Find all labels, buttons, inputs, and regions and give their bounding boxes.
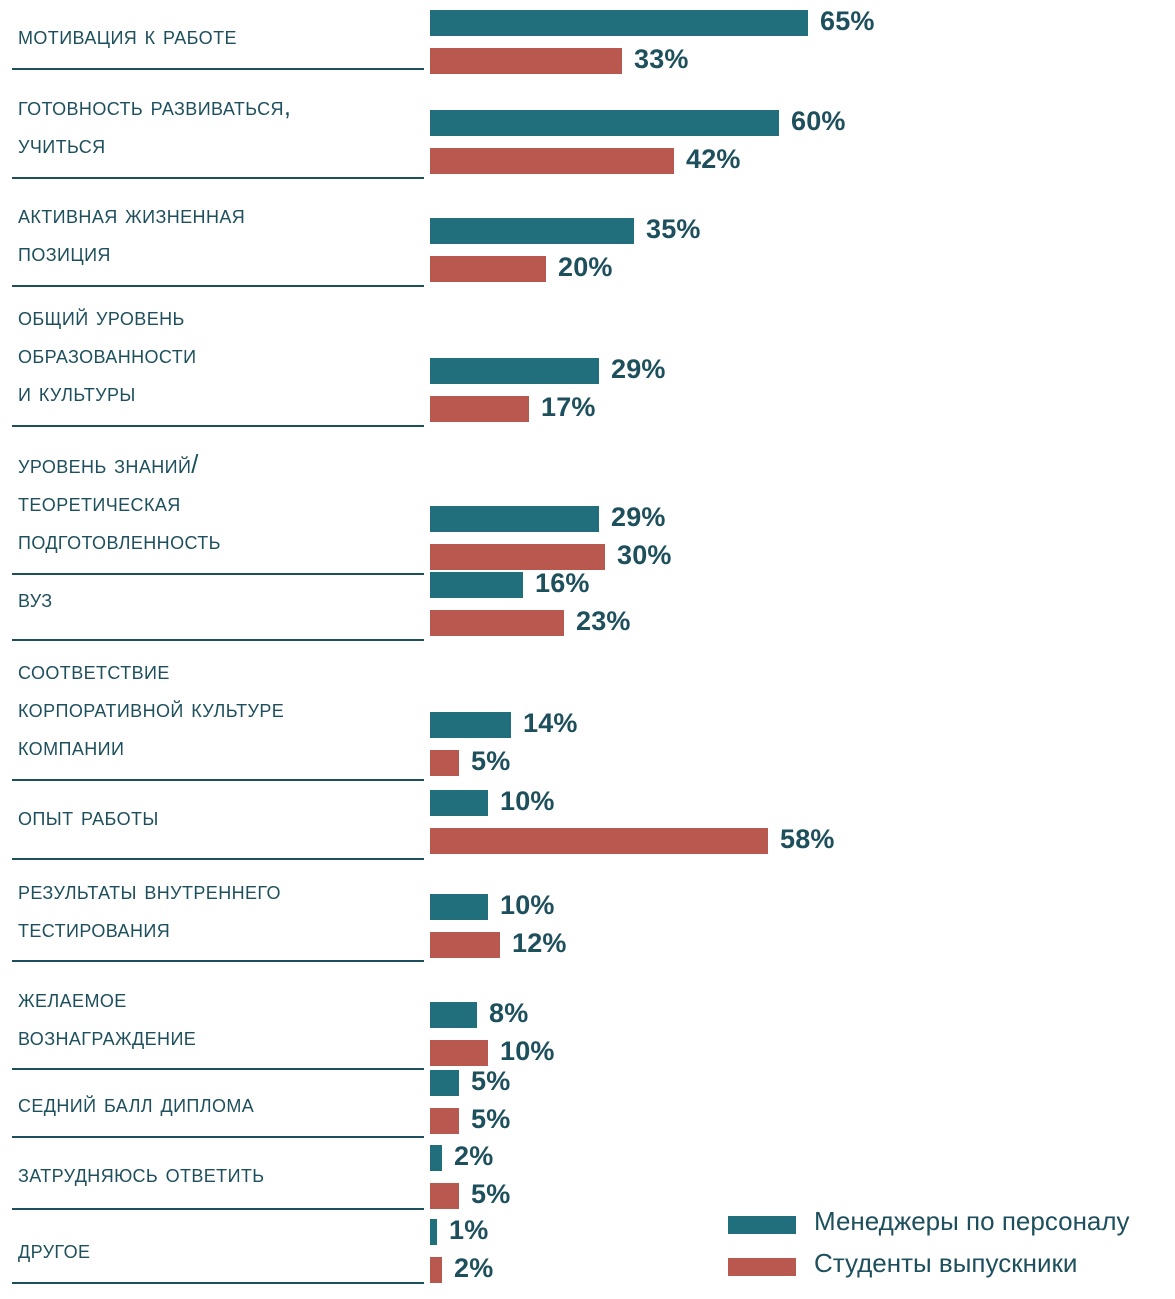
bar-students <box>430 396 529 422</box>
bar-value-hr: 2% <box>454 1141 494 1171</box>
bar-hr <box>430 358 599 384</box>
category-label <box>18 1155 418 1193</box>
bar-hr <box>430 10 808 36</box>
row-divider <box>12 68 424 70</box>
category-label-line: вуз <box>18 585 53 613</box>
row-divider <box>12 1136 424 1138</box>
category-label <box>18 17 418 55</box>
bar-value-hr: 1% <box>449 1215 489 1245</box>
row-divider <box>12 285 424 287</box>
bar-value-hr: 65% <box>820 6 875 36</box>
category-label-line: теоретическая <box>18 489 181 517</box>
bar-students <box>430 932 500 958</box>
bar-value-students: 10% <box>500 1036 555 1066</box>
bar-hr <box>430 894 488 920</box>
bar-students <box>430 1183 459 1209</box>
category-label-line: корпоративной культуре <box>18 695 285 723</box>
row-divider <box>12 960 424 962</box>
bar-value-students: 17% <box>541 392 596 422</box>
bar-value-hr: 5% <box>471 1066 511 1096</box>
category-label <box>18 872 418 948</box>
category-label <box>18 580 418 618</box>
bar-value-students: 5% <box>471 1179 511 1209</box>
category-label-line: позиция <box>18 239 111 267</box>
bar-students <box>430 610 564 636</box>
bar-value-hr: 8% <box>489 998 529 1028</box>
bar-hr <box>430 790 488 816</box>
bar-value-students: 5% <box>471 746 511 776</box>
bar-students <box>430 256 546 282</box>
chart-legend <box>728 1206 1168 1290</box>
bar-value-hr: 14% <box>523 708 578 738</box>
legend-swatch-hr <box>728 1216 796 1234</box>
row-divider <box>12 177 424 179</box>
bar-hr <box>430 218 634 244</box>
category-label-line: опыт работы <box>18 803 159 831</box>
bar-value-hr: 29% <box>611 502 666 532</box>
category-label-line: желаемое <box>18 985 127 1013</box>
row-divider <box>12 425 424 427</box>
bar-value-hr: 16% <box>535 568 590 598</box>
category-label <box>18 298 418 412</box>
bar-value-students: 33% <box>634 44 689 74</box>
row-divider <box>12 1068 424 1070</box>
row-divider <box>12 858 424 860</box>
category-label-line: другое <box>18 1236 91 1264</box>
bar-value-students: 23% <box>576 606 631 636</box>
legend-item-hr <box>728 1206 1168 1248</box>
category-label-line: образованности <box>18 341 197 369</box>
category-label <box>18 446 418 560</box>
category-label <box>18 1231 418 1269</box>
category-label-line: подготовленность <box>18 527 221 555</box>
category-label <box>18 1085 418 1123</box>
bar-students <box>430 1040 488 1066</box>
bar-value-hr: 60% <box>791 106 846 136</box>
bar-hr <box>430 506 599 532</box>
bar-hr <box>430 1219 437 1245</box>
bar-students <box>430 48 622 74</box>
bar-value-hr: 10% <box>500 890 555 920</box>
category-label-line: мотивация к работе <box>18 22 237 50</box>
bar-value-hr: 35% <box>646 214 701 244</box>
category-label <box>18 652 418 766</box>
category-label-line: тестирования <box>18 915 171 943</box>
bar-value-students: 5% <box>471 1104 511 1134</box>
category-label-line: и культуры <box>18 379 136 407</box>
bar-value-students: 30% <box>617 540 672 570</box>
bar-value-hr: 29% <box>611 354 666 384</box>
category-label <box>18 196 418 272</box>
bar-students <box>430 1257 442 1283</box>
bar-hr <box>430 1145 442 1171</box>
bar-students <box>430 750 459 776</box>
category-label-line: общий уровень <box>18 303 185 331</box>
bar-students <box>430 544 605 570</box>
category-label-line: компании <box>18 733 125 761</box>
bar-value-students: 12% <box>512 928 567 958</box>
category-label-line: седний балл диплома <box>18 1090 255 1118</box>
bar-hr <box>430 1070 459 1096</box>
category-label-line: готовность развиваться, <box>18 93 292 121</box>
bar-value-students: 42% <box>686 144 741 174</box>
category-label-line: вознаграждение <box>18 1023 197 1051</box>
bar-value-students: 2% <box>454 1253 494 1283</box>
category-label-line: результаты внутреннего <box>18 877 281 905</box>
bar-hr <box>430 110 779 136</box>
category-label-line: учиться <box>18 131 106 159</box>
category-label-line: уровень знаний/ <box>18 451 199 479</box>
legend-item-students <box>728 1248 1168 1290</box>
row-divider <box>12 1282 424 1284</box>
row-divider <box>12 573 424 575</box>
category-label-line: затрудняюсь ответить <box>18 1160 265 1188</box>
bar-value-students: 58% <box>780 824 835 854</box>
bar-hr <box>430 572 523 598</box>
category-label-line: соответствие <box>18 657 170 685</box>
row-divider <box>12 1208 424 1210</box>
bar-students <box>430 148 674 174</box>
legend-label-students: Студенты выпускники <box>814 1248 1078 1278</box>
bar-students <box>430 1108 459 1134</box>
category-label-line: активная жизненная <box>18 201 246 229</box>
bar-students <box>430 828 768 854</box>
legend-swatch-students <box>728 1258 796 1276</box>
category-label <box>18 88 418 164</box>
category-label <box>18 798 418 836</box>
bar-value-students: 20% <box>558 252 613 282</box>
row-divider <box>12 639 424 641</box>
category-label <box>18 980 418 1056</box>
legend-label-hr: Менеджеры по персоналу <box>814 1206 1130 1236</box>
bar-hr <box>430 712 511 738</box>
bar-hr <box>430 1002 477 1028</box>
row-divider <box>12 779 424 781</box>
bar-value-hr: 10% <box>500 786 555 816</box>
